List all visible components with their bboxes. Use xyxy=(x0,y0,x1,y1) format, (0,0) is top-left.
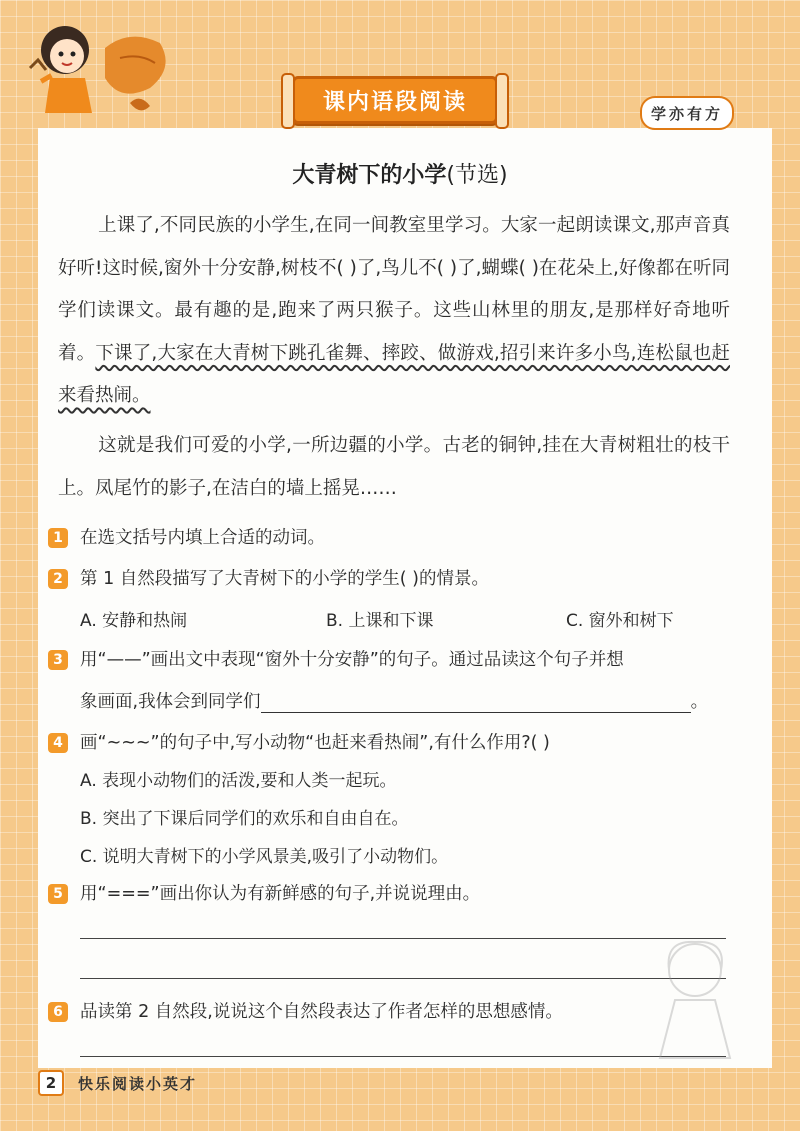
passage-paragraph-1 xyxy=(58,205,730,418)
question-4-option-b[interactable]: B. 突出了下课后同学们的欢乐和自由自在。 xyxy=(80,809,409,829)
question-4 xyxy=(48,729,550,754)
question-1-text: 在选文括号内填上合适的动词。 xyxy=(80,528,325,548)
book-title: 快乐阅读小英才 xyxy=(78,1074,198,1093)
section-banner xyxy=(292,76,498,124)
question-3-text-line2: 象画面,我体会到同学们 xyxy=(80,692,261,712)
question-2-option-a[interactable]: A. 安静和热闹 xyxy=(80,611,188,631)
question-6-text: 品读第 2 自然段,说说这个自然段表达了作者怎样的思想感情。 xyxy=(80,1002,563,1022)
question-5-text: 用“===”画出你认为有新鲜感的句子,并说说理由。 xyxy=(80,884,481,904)
page-footer xyxy=(38,1070,197,1096)
series-tag: 学亦有方 xyxy=(640,96,734,130)
question-4-text: 画“~~~”的句子中,写小动物“也赶来看热闹”,有什么作用?( ) xyxy=(80,733,550,753)
question-2-option-b[interactable]: B. 上课和下课 xyxy=(326,611,434,631)
paragraph-2-text: 这就是我们可爱的小学,一所边疆的小学。古老的铜钟,挂在大青树粗壮的枝干上。凤尾竹的影子,在洁白的墙上摇晃…… xyxy=(58,435,730,499)
question-2-text: 第 1 自然段描写了大青树下的小学的学生( )的情景。 xyxy=(80,569,489,589)
question-4-option-c[interactable]: C. 说明大青树下的小学风景美,吸引了小动物们。 xyxy=(80,847,449,867)
paragraph-1-wavy-sentence: 下课了,大家在大青树下跳孔雀舞、摔跤、做游戏,招引来许多小鸟,连松鼠也赶来看热闹。 xyxy=(58,342,730,406)
question-5-answer-line-2[interactable] xyxy=(80,978,726,979)
question-1 xyxy=(48,524,325,549)
question-3-number: 3 xyxy=(48,650,68,670)
passage-subtitle: (节选) xyxy=(446,163,508,188)
question-4-number: 4 xyxy=(48,733,68,753)
girl-mascot-illustration xyxy=(10,8,180,128)
passage-paragraph-2 xyxy=(58,425,730,510)
question-6-number: 6 xyxy=(48,1002,68,1022)
question-5-number: 5 xyxy=(48,884,68,904)
question-4-option-a[interactable]: A. 表现小动物们的活泼,要和人类一起玩。 xyxy=(80,771,397,791)
question-1-number: 1 xyxy=(48,528,68,548)
question-6 xyxy=(48,998,563,1023)
question-2 xyxy=(48,565,489,590)
question-3-text-line1: 用“——”画出文中表现“窗外十分安静”的句子。通过品读这个句子并想 xyxy=(80,650,624,670)
question-2-number: 2 xyxy=(48,569,68,589)
passage-title-text: 大青树下的小学 xyxy=(292,163,447,188)
question-3-answer-blank[interactable] xyxy=(261,692,691,713)
paragraph-1-text: 上课了,不同民族的小学生,在同一间教室里学习。大家一起朗读课文,那声音真好听!这时候,窗外十分安静,树枝不( )了,鸟儿不( )了,蝴蝶( )在花朵上,好像都在听同学们读课文。最有趣的是,跑来了两只猴子。这些山林里的朋友,是那样好奇地听着。 xyxy=(58,215,730,364)
question-5-answer-line-1[interactable] xyxy=(80,938,726,939)
page-number: 2 xyxy=(38,1070,64,1096)
question-2-option-c[interactable]: C. 窗外和树下 xyxy=(566,611,674,631)
faint-girl-illustration xyxy=(635,930,755,1060)
question-3-line2 xyxy=(80,688,708,713)
question-6-answer-line[interactable] xyxy=(80,1056,726,1057)
section-banner-label: 课内语段阅读 xyxy=(322,89,467,115)
question-3 xyxy=(48,646,624,671)
question-3-period: 。 xyxy=(690,692,709,712)
passage-title xyxy=(0,158,800,189)
question-5 xyxy=(48,880,480,905)
